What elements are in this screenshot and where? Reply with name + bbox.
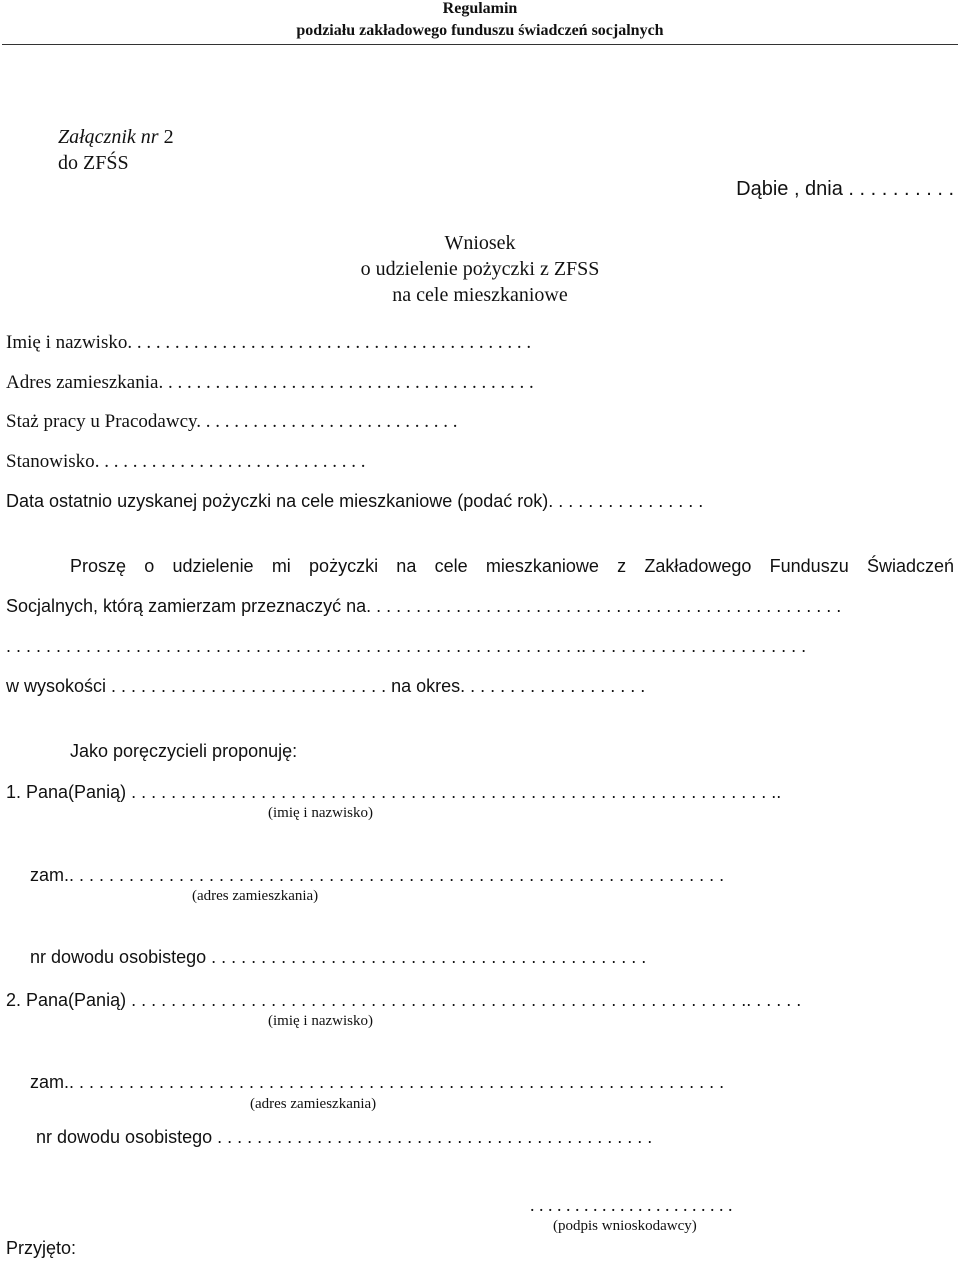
guarantor-2-label: 2. Pana(Panią) [6, 990, 127, 1010]
guarantor-2-id-label: nr dowodu osobistego [36, 1127, 213, 1147]
guarantor-2-name[interactable] [6, 990, 801, 1011]
request-purpose-continuation[interactable]: . . . . . . . . . . . . . . . . . . . . . . . . . . . . . . . . . . . . . . . . . . . . . . . . . . . . . . . . . .. . . . . . . . . . . . . . . . . . . . . . . [6, 636, 807, 656]
guarantor-1-id[interactable] [30, 947, 646, 968]
guarantor-2-name-dots: . . . . . . . . . . . . . . . . . . . . . . . . . . . . . . . . . . . . . . . . . . . . . . . . . . . . . . . . . . . . . .. . . . . . [131, 990, 802, 1010]
guarantor-1-address-label: zam. [30, 865, 70, 885]
guarantor-1-name[interactable] [6, 782, 781, 803]
guarantor-2-address-caption: (adres zamieszkania) [250, 1096, 377, 1112]
field-name-dots: . . . . . . . . . . . . . . . . . . . . . . . . . . . . . . . . . . . . . . . . . . . [127, 332, 532, 353]
guarantors-intro: Jako poręczycieli proponuję: [70, 741, 298, 761]
annex-label [58, 124, 174, 150]
guarantor-1-id-dots: . . . . . . . . . . . . . . . . . . . . . . . . . . . . . . . . . . . . . . . . . . . . [211, 947, 647, 967]
request-purpose-label: Socjalnych, którą zamierzam przeznaczyć na [6, 596, 367, 616]
field-name-label: Imię i nazwisko [6, 332, 128, 353]
field-address-label: Adres zamieszkania [6, 372, 159, 393]
field-address[interactable] [6, 372, 534, 394]
form-title: Wniosek [444, 232, 516, 254]
amount-label: w wysokości [6, 676, 107, 696]
guarantor-1-address-caption: (adres zamieszkania) [192, 888, 319, 904]
request-purpose[interactable] [6, 596, 841, 617]
header-title: Regulamin [442, 0, 518, 17]
form-title-line2: o udzielenie pożyczki z ZFSS [360, 258, 600, 280]
guarantor-1-id-label: nr dowodu osobistego [30, 947, 207, 967]
guarantor-2-address-dots: . . . . . . . . . . . . . . . . . . . . . . . . . . . . . . . . . . . . . . . . . . . . . . . . . . . . . . . . . . . . . . . . . . [69, 1072, 725, 1092]
field-address-dots: . . . . . . . . . . . . . . . . . . . . . . . . . . . . . . . . . . . . . . . . [158, 372, 534, 393]
field-last-loan-dots: . . . . . . . . . . . . . . . . [548, 491, 704, 511]
field-name[interactable] [6, 332, 531, 354]
place-date: Dąbie , dnia . . . . . . . . . . [736, 178, 954, 200]
guarantor-2-id-dots: . . . . . . . . . . . . . . . . . . . . . . . . . . . . . . . . . . . . . . . . . . . . [217, 1127, 653, 1147]
period-label: na okres [391, 676, 461, 696]
request-purpose-dots: . . . . . . . . . . . . . . . . . . . . . . . . . . . . . . . . . . . . . . . . . . . . . . . . [366, 596, 842, 616]
period-dots: . . . . . . . . . . . . . . . . . . . [460, 676, 646, 696]
accepted-label: Przyjęto: [6, 1238, 77, 1258]
field-seniority[interactable] [6, 411, 458, 433]
annex-number: 2 [163, 126, 174, 148]
field-last-loan-label: Data ostatnio uzyskanej pożyczki na cele mieszkaniowe (podać rok) [6, 491, 549, 511]
guarantor-1-name-caption: (imię i nazwisko) [268, 805, 373, 821]
field-position[interactable] [6, 451, 365, 473]
field-seniority-dots: . . . . . . . . . . . . . . . . . . . . . . . . . . . . [196, 411, 458, 432]
form-title-line3: na cele mieszkaniowe [392, 284, 568, 306]
annex-label-text: Załącznik nr [58, 126, 159, 148]
guarantor-2-address-label: zam. [30, 1072, 70, 1092]
field-last-loan[interactable] [6, 491, 703, 512]
guarantor-2-id[interactable] [36, 1127, 652, 1148]
field-position-dots: . . . . . . . . . . . . . . . . . . . . . . . . . . . . . [94, 451, 366, 472]
guarantor-1-address-dots: . . . . . . . . . . . . . . . . . . . . . . . . . . . . . . . . . . . . . . . . . . . . . . . . . . . . . . . . . . . . . . . . . . [69, 865, 725, 885]
signature-caption: (podpis wnioskodawcy) [553, 1218, 697, 1234]
request-line1: Proszę o udzielenie mi pożyczki na cele mieszkaniowe z Zakładowego Funduszu Świadczeń [70, 556, 954, 576]
guarantor-2-name-caption: (imię i nazwisko) [268, 1013, 373, 1029]
header-subtitle: podziału zakładowego funduszu świadczeń socjalnych [296, 22, 664, 39]
field-seniority-label: Staż pracy u Pracodawcy [6, 411, 197, 432]
amount-dots: . . . . . . . . . . . . . . . . . . . . . . . . . . . . [111, 676, 387, 696]
header-divider [2, 44, 958, 45]
annex-fund: do ZFŚS [58, 152, 129, 174]
guarantor-1-name-dots: . . . . . . . . . . . . . . . . . . . . . . . . . . . . . . . . . . . . . . . . . . . . . . . . . . . . . . . . . . . . . . . . .. [131, 782, 782, 802]
field-position-label: Stanowisko [6, 451, 95, 472]
request-amount-period[interactable] [6, 676, 645, 697]
guarantor-2-address[interactable] [30, 1072, 724, 1093]
signature-dots[interactable]: . . . . . . . . . . . . . . . . . . . . . . . [530, 1195, 733, 1215]
guarantor-1-address[interactable] [30, 865, 724, 886]
guarantor-1-label: 1. Pana(Panią) [6, 782, 127, 802]
